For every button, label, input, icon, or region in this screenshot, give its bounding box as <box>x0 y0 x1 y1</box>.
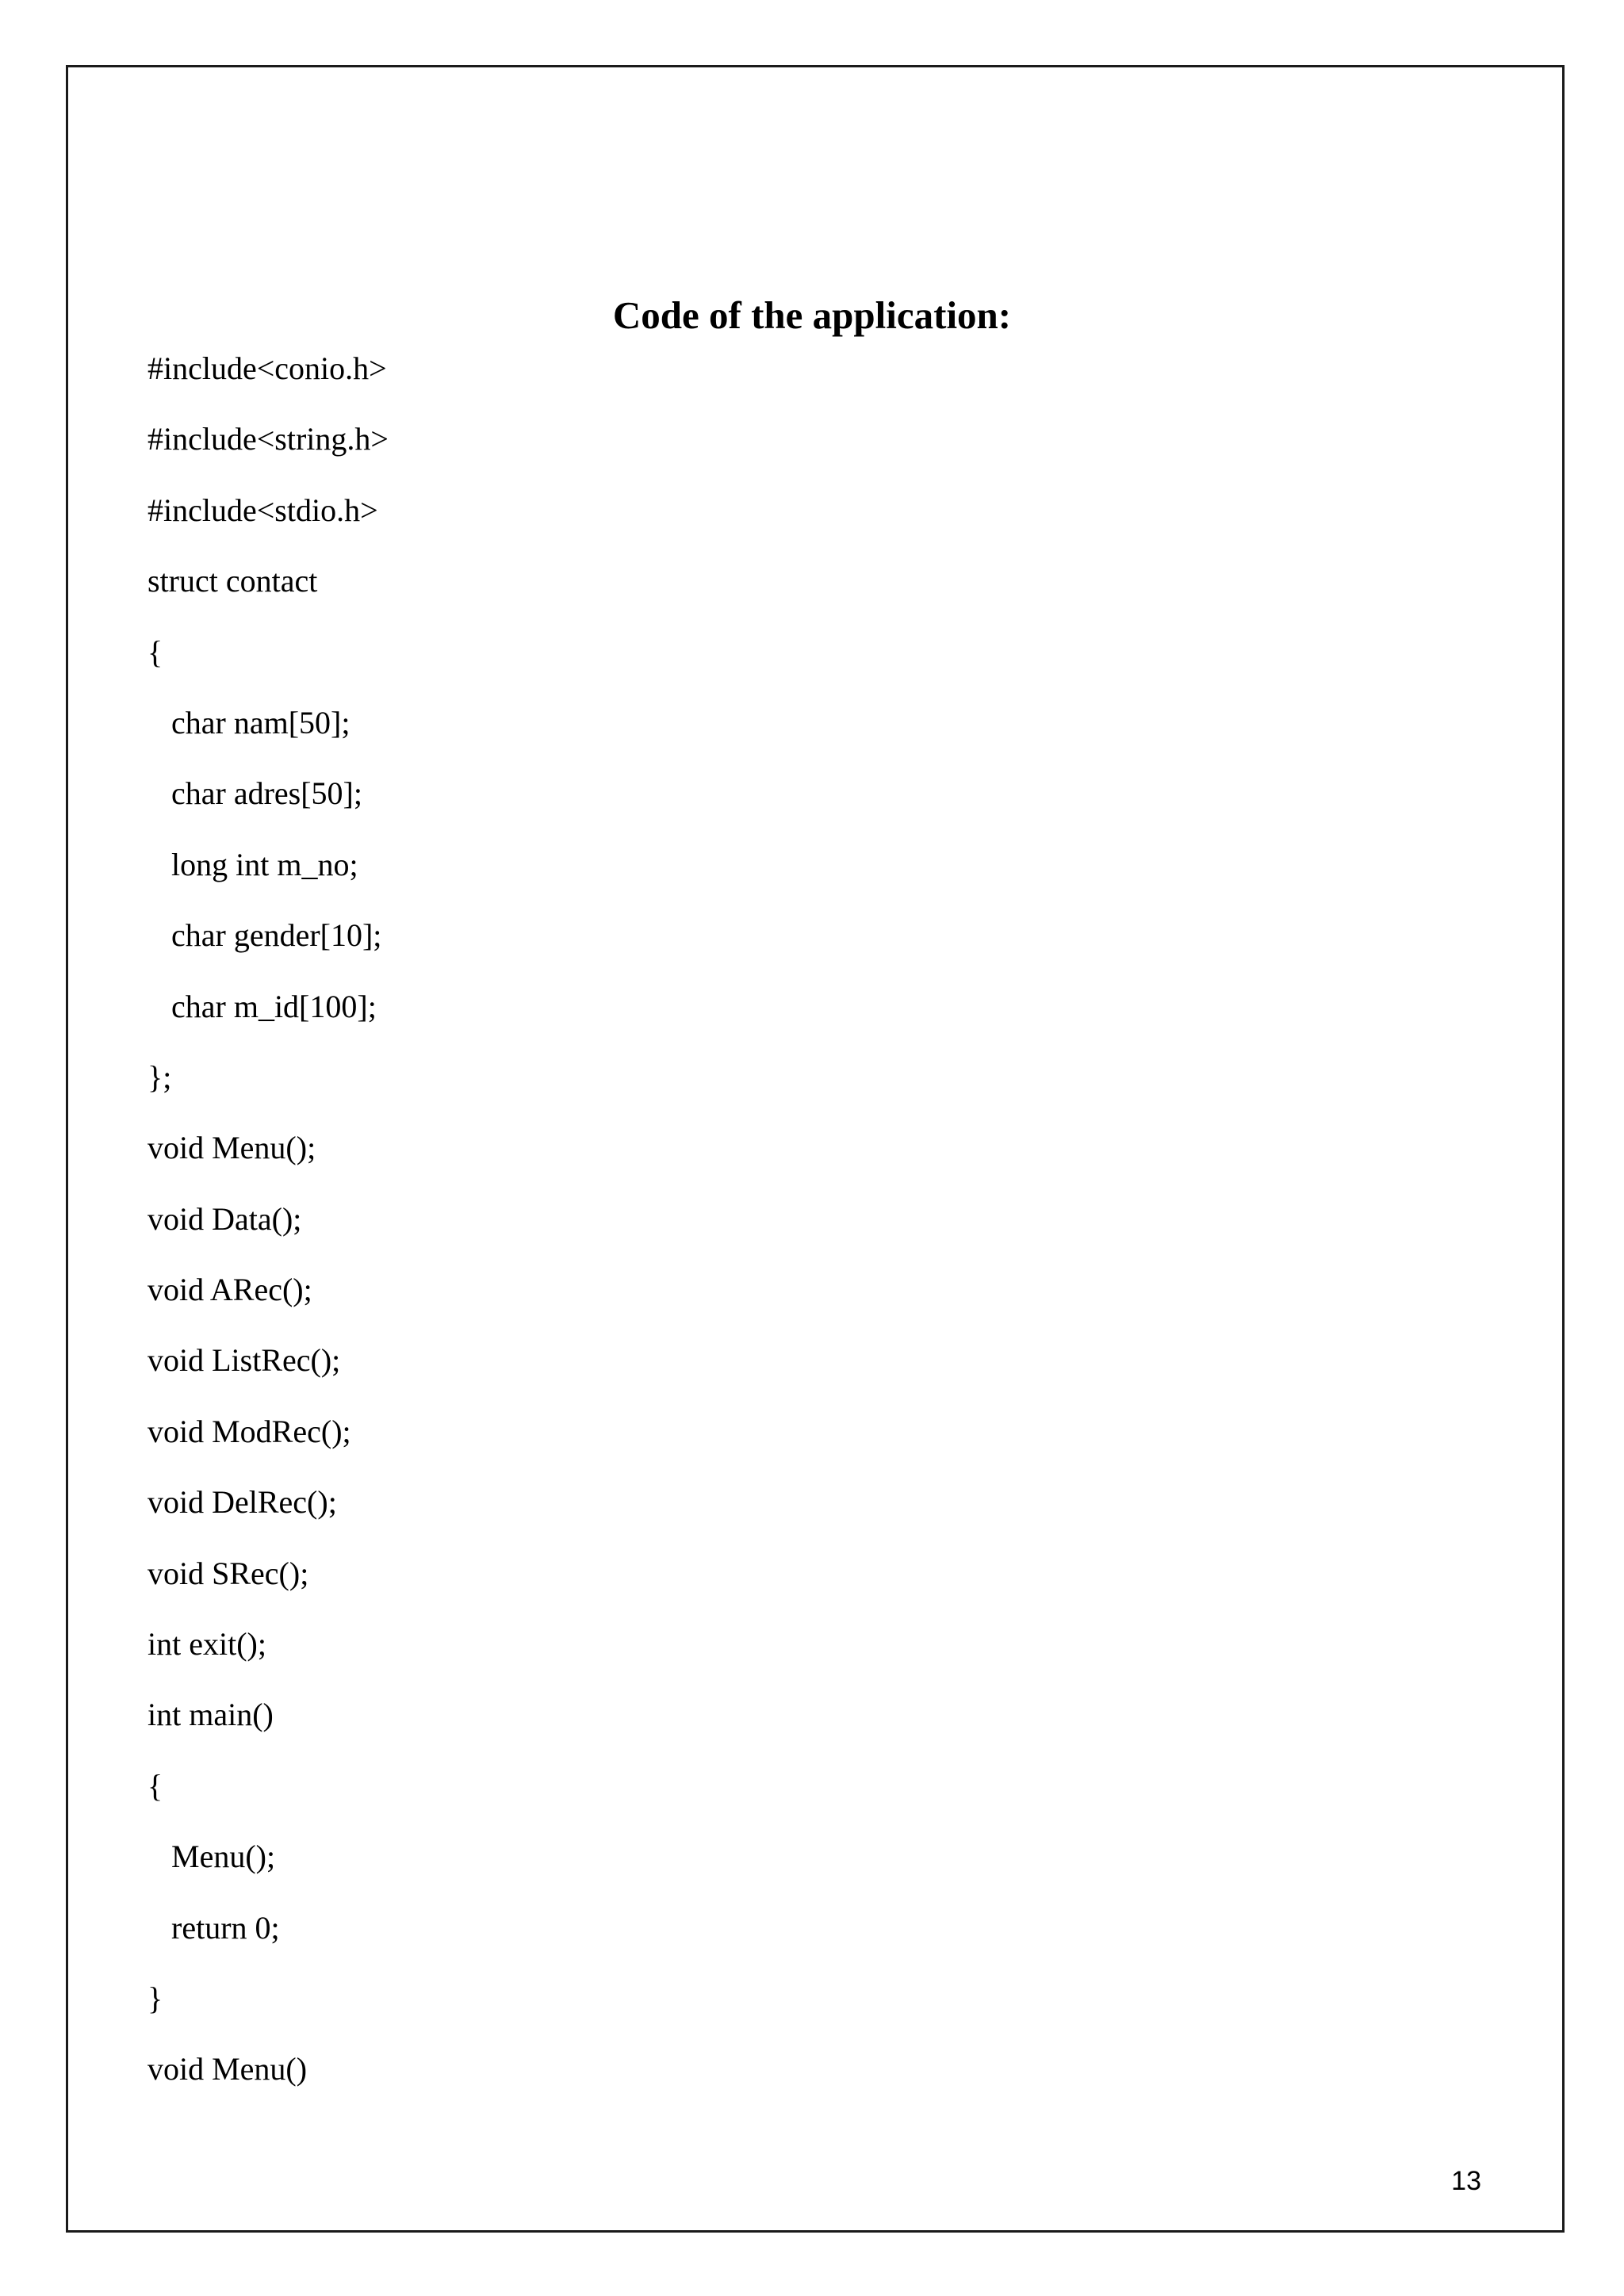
code-line: { <box>147 1767 163 1804</box>
code-line: { <box>147 633 163 670</box>
code-line: char adres[50]; <box>147 775 362 812</box>
code-line: void ModRec(); <box>147 1413 351 1449</box>
code-line: void Menu(); <box>147 1130 316 1166</box>
code-line: long int m_no; <box>147 846 358 882</box>
code-line: void Menu() <box>147 2051 308 2087</box>
code-line: Menu(); <box>147 1839 276 1875</box>
code-line: struct contact <box>147 563 318 599</box>
code-line: void Data(); <box>147 1200 302 1237</box>
code-line: int main() <box>147 1697 274 1733</box>
code-line: return 0; <box>147 1909 280 1946</box>
code-listing <box>147 349 389 2121</box>
code-line: } <box>147 1980 163 2016</box>
code-line: #include<stdio.h> <box>147 492 378 528</box>
code-line: #include<string.h> <box>147 421 389 457</box>
code-line: char nam[50]; <box>147 704 350 740</box>
page-title: Code of the application: <box>612 293 1012 337</box>
code-line: char m_id[100]; <box>147 988 377 1024</box>
code-line: int exit(); <box>147 1626 266 1663</box>
code-line: void ARec(); <box>147 1272 312 1308</box>
page-number: 13 <box>1451 2166 1481 2196</box>
code-line: void ListRec(); <box>147 1342 341 1379</box>
code-line: void DelRec(); <box>147 1484 337 1521</box>
code-line: #include<conio.h> <box>147 350 387 386</box>
code-line: }; <box>147 1058 172 1095</box>
code-line: char gender[10]; <box>147 917 382 954</box>
code-line: void SRec(); <box>147 1555 309 1591</box>
